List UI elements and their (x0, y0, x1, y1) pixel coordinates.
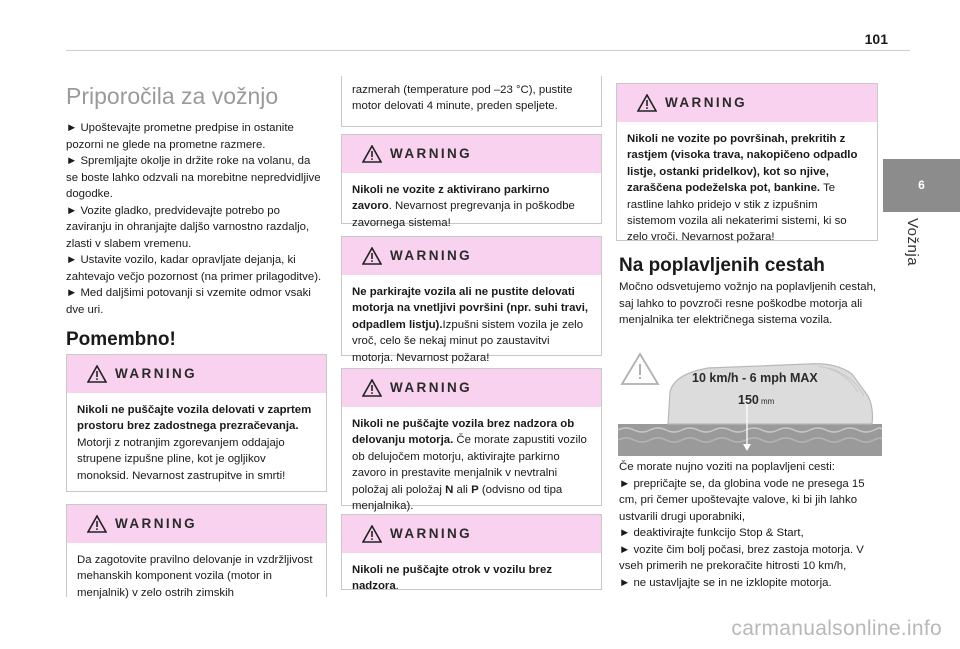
flood-tip-item: ► deaktivirajte funkcijo Stop & Start, (619, 527, 804, 539)
warning-text: Nikoli ne vozite z aktivirano parkirno zavoro. Nevarnost pregrevanja in poškodbe zavornega sistema! (352, 184, 575, 229)
warning-title: WARNING (665, 95, 748, 110)
warning-icon (362, 379, 382, 397)
warning-title: WARNING (390, 248, 473, 263)
driving-tips (66, 120, 322, 318)
warning-header (67, 355, 326, 393)
header-rule (66, 50, 910, 51)
watermark: carmanualsonline.info (731, 617, 942, 640)
flood-tip-item: ► prepričajte se, da globina vode ne presega 15 cm, pri čemer upoštevajte valove, ki bi jih lahko ustvarili drugi uporabniki, (619, 477, 865, 523)
warning-box (341, 368, 602, 513)
flood-heading: Na poplavljenih cestah (619, 255, 825, 276)
warning-header (342, 237, 601, 275)
warning-icon (87, 515, 107, 533)
tip-item: ► Vozite gladko, predvidevajte potrebo po zaviranju in ohranjajte daljšo varnostno razdaljo, zlasti v slabem vremenu. (66, 204, 310, 250)
warning-icon (362, 247, 382, 265)
warning-title: WARNING (390, 380, 473, 395)
warning-header (67, 505, 326, 543)
warning-box (616, 83, 878, 244)
warning-text: Nikoli ne puščajte vozila delovati v zaprtem prostoru brez zadostnega prezračevanja. Motorji z notranjim zgorevanjem oddajajo strupene izpušne pline, kot je ogljikov monoksid. Nevarnost zastrupitve in smrti! (77, 404, 312, 482)
warning-title: WARNING (390, 526, 473, 541)
warning-icon (362, 525, 382, 543)
warning-icon (362, 145, 382, 163)
tip-item: ► Med daljšimi potovanji si vzemite odmor vsaki dve uri. (66, 287, 311, 316)
flood-tip-item: ► ne ustavljajte se in ne izklopite motorja. (619, 576, 832, 589)
warning-box (66, 354, 327, 492)
warning-title: WARNING (115, 516, 198, 531)
depth-unit: mm (761, 397, 775, 406)
tip-item: ► Upoštevajte prometne predpise in ostanite pozorni ne glede na prometne razmere. (66, 122, 294, 151)
warning-header (342, 369, 601, 407)
warning-title: WARNING (115, 366, 198, 381)
warning-text: Nikoli ne puščajte vozila brez nadzora ob delovanju motorja. Če morate zapustiti vozilo ob delujočem motorju, aktivirajte parkirno zavoro in prestavite menjalnik v nevtralni položaj ali položaj N ali P (odvisno od tipa menjalnika). (352, 418, 587, 513)
warning-box (341, 514, 602, 593)
warning-text: Da zagotovite pravilno delovanje in vzdržljivost mehanskih komponent vozila (motor in menjalnik) v zelo ostrih zimskih (77, 554, 313, 599)
page-number: 101 (864, 31, 888, 47)
warning-icon (637, 94, 657, 112)
warning-text: Nikoli ne vozite po površinah, prekritih z rastjem (visoka trava, nakopičeno odpadlo listje, ostanki pridelkov), kot so njive, zaraščena podeželska pot, bankine. Te rastline lahko pridejo v stik z izpušnim sistemom vozila ali nekaterimi sistemi, ki so zelo vroči. Nevarnost požara! (627, 133, 858, 244)
important-heading: Pomembno! (66, 329, 176, 350)
warning-box (341, 134, 602, 229)
tip-item: ► Spremljajte okolje in držite roke na volanu, da se boste lahko odzvali na morebitne nepredvidljive dogodke. (66, 155, 321, 200)
flood-intro: Močno odsvetujemo vožnjo na poplavljenih cestah, saj lahko to povzroči resne poškodbe motorja ali menjalnika ter električnega sistema vozila. (619, 281, 877, 326)
warning-icon (87, 365, 107, 383)
warning-box (66, 504, 327, 597)
chapter-tab[interactable]: 6 (883, 159, 960, 212)
flood-tip-item: Če morate nujno voziti na poplavljeni cesti: (619, 461, 835, 473)
warning-box (341, 236, 602, 364)
warning-header (617, 84, 877, 122)
depth-value: 150 (738, 393, 759, 407)
section-title: Priporočila za vožnjo (66, 83, 279, 109)
warning-text: Ne parkirajte vozila ali ne pustite delovati motorja na vnetljivi površini (npr. suhi travi, odpadlem listju).Izpušni sistem vozila je zelo vroč, celo še nekaj minut po zaustavitvi motorja. Nevarnost požara! (352, 286, 589, 364)
flood-tip-item: ► vozite čim bolj počasi, brez zastoja motorja. V vseh primerih ne prekoračite hitrosti 10 km/h, (619, 543, 864, 572)
warning-header (342, 515, 601, 553)
tip-item: ► Ustavite vozilo, kadar opravljate dejanja, ki zahtevajo večjo pozornost (na primer prilagoditve). (66, 254, 322, 283)
speed-limit-label: 10 km/h - 6 mph MAX (692, 371, 818, 385)
warning-title: WARNING (390, 146, 473, 161)
column-1 (66, 76, 322, 318)
flood-tips (619, 459, 881, 591)
flood-illustration (618, 352, 882, 456)
chapter-label: Vožnja (904, 218, 921, 267)
warning-text: Nikoli ne puščajte otrok v vozilu brez nadzora. (352, 564, 553, 593)
warning-header (342, 135, 601, 173)
warning-continuation: razmerah (temperature pod –23 °C), pustite motor delovati 4 minute, preden speljete. (341, 76, 602, 127)
